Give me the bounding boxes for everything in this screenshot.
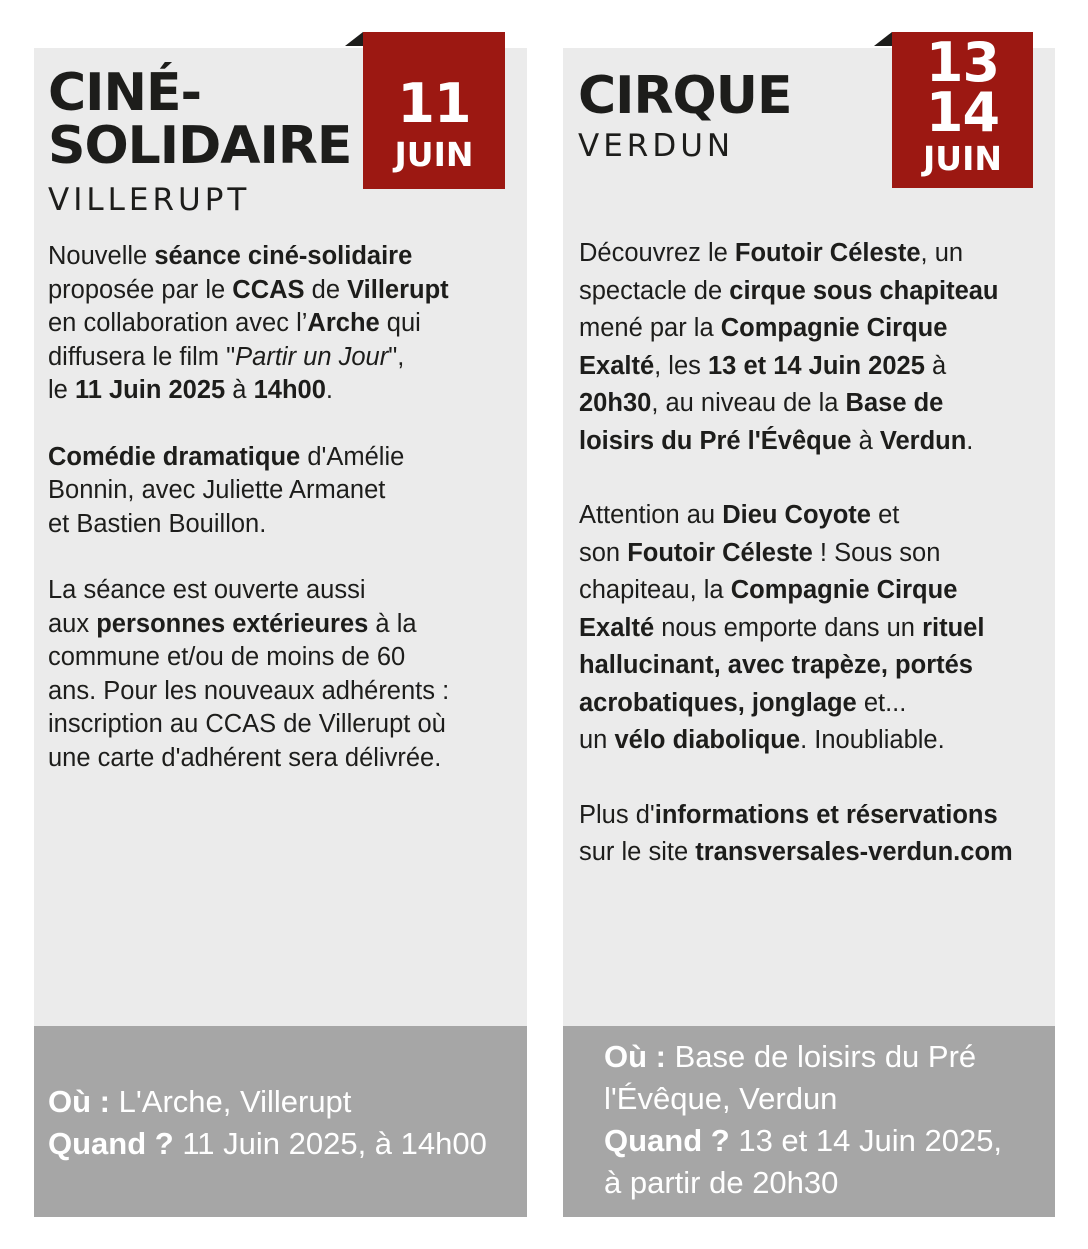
text: d'Amélie: [300, 442, 405, 471]
bold-text: loisirs du Pré l'Évêque: [579, 426, 852, 455]
text: son: [579, 538, 628, 567]
cirque-where: [604, 1036, 1055, 1078]
cine-date-day: 11: [397, 72, 471, 135]
bold-text: Exalté: [579, 351, 655, 380]
text: mené par la: [579, 314, 721, 342]
cirque-date-day-2: 14: [925, 81, 1000, 144]
where-value: L'Arche, Villerupt: [110, 1084, 352, 1119]
text: ! Sous son: [812, 538, 941, 567]
bold-text: Foutoir Céleste: [734, 239, 921, 267]
text: chapiteau, la: [579, 576, 731, 604]
cine-paragraph-2: [48, 441, 518, 542]
text: en collaboration avec l’: [48, 309, 308, 337]
text: Plus d': [579, 800, 655, 829]
text: une carte d'adhérent sera délivrée.: [48, 743, 442, 772]
text: Attention au: [579, 501, 723, 529]
text: .: [325, 376, 333, 404]
when-label: Quand ?: [604, 1123, 730, 1158]
where-value: Base de loisirs du Pré: [666, 1039, 977, 1074]
text: à: [225, 376, 254, 404]
text: et Bastien Bouillon.: [48, 509, 267, 538]
cine-paragraph-3: [48, 574, 518, 775]
bold-text: Verdun: [879, 426, 967, 455]
cirque-when-line2: à partir de 20h30: [604, 1165, 839, 1200]
where-label: Où :: [604, 1039, 666, 1074]
cirque-paragraph-1: [579, 235, 1049, 460]
bold-text: Villerupt: [347, 275, 449, 304]
website-link[interactable]: transversales-verdun.com: [695, 838, 1013, 866]
bold-text: 13 et 14 Juin 2025: [708, 351, 925, 380]
text: sur le site: [579, 838, 696, 866]
bold-text: CCAS: [232, 275, 305, 304]
cine-info-footer: [34, 1026, 527, 1217]
text: commune et/ou de moins de 60: [48, 643, 406, 671]
text: ans. Pour les nouveaux adhérents :: [48, 676, 450, 705]
text: et...: [856, 688, 907, 717]
text: à la: [368, 609, 417, 638]
bold-text: Dieu Coyote: [722, 501, 871, 529]
cirque-paragraph-3: [579, 797, 1049, 872]
bold-text: informations et réservations: [654, 800, 998, 829]
text: , au niveau de la: [651, 389, 846, 417]
bold-text: Comédie dramatique: [48, 442, 301, 471]
bold-text: 20h30: [579, 389, 652, 417]
when-value: 11 Juin 2025, à 14h00: [173, 1126, 487, 1161]
bold-text: Compagnie Cirque: [730, 576, 958, 604]
bold-text: Foutoir Céleste: [627, 538, 813, 567]
text: Découvrez le: [579, 239, 735, 267]
text: diffusera le film ": [48, 342, 236, 371]
when-label: Quand ?: [48, 1126, 174, 1161]
where-label: Où :: [48, 1084, 110, 1119]
cirque-where-line2: l'Évêque, Verdun: [604, 1081, 838, 1116]
cine-date-month: JUIN: [394, 135, 474, 174]
bold-text: Arche: [307, 309, 380, 337]
bold-text: hallucinant, avec trapèze, portés: [579, 651, 973, 679]
text: , les: [654, 351, 708, 380]
when-value: 13 et 14 Juin 2025,: [729, 1123, 1003, 1158]
cine-title-line1: CINÉ-: [48, 63, 202, 123]
text: Bonnin, avec Juliette Armanet: [48, 476, 386, 504]
cirque-when: [604, 1120, 1055, 1162]
bold-text: Base de: [845, 389, 944, 417]
text: inscription au CCAS de Villerupt où: [48, 710, 446, 738]
text: spectacle de: [579, 276, 730, 305]
cine-city: VILLERUPT: [48, 182, 251, 218]
cirque-paragraph-2: [579, 497, 1049, 760]
text: La séance est ouverte aussi: [48, 576, 366, 604]
bold-text: Compagnie Cirque: [720, 314, 948, 342]
cirque-date-month: JUIN: [923, 139, 1002, 178]
cirque-date-day-1: 13: [925, 31, 1000, 94]
text: un: [579, 726, 615, 754]
text: Nouvelle: [48, 242, 155, 270]
cine-title: [48, 63, 352, 176]
cine-where: [48, 1081, 527, 1123]
bold-text: Exalté: [579, 613, 655, 642]
film-title: Partir un Jour: [235, 342, 389, 371]
bold-text: 14h00: [253, 376, 326, 404]
bold-text: rituel: [922, 613, 985, 642]
cirque-description: [579, 235, 1049, 909]
bold-text: acrobatiques, jonglage: [579, 688, 857, 717]
text: proposée par le: [48, 275, 233, 304]
text: de: [304, 275, 348, 304]
cirque-info-footer: [563, 1026, 1055, 1217]
cirque-title: CIRQUE: [578, 66, 792, 126]
cine-when: [48, 1123, 527, 1165]
cirque-date-badge: [892, 32, 1033, 188]
text: à: [924, 351, 947, 380]
text: nous emporte dans un: [654, 613, 923, 642]
text: .: [966, 426, 974, 455]
text: aux: [48, 609, 97, 638]
text: qui: [379, 309, 421, 337]
text: à: [851, 426, 880, 455]
cine-paragraph-1: [48, 240, 518, 408]
text: ",: [388, 342, 405, 371]
text: . Inoubliable.: [800, 726, 945, 754]
text: et: [870, 501, 900, 529]
text: le: [48, 376, 75, 404]
bold-text: 11 Juin 2025: [74, 376, 226, 404]
cine-title-line2: SOLIDAIRE: [48, 116, 352, 176]
bold-text: séance ciné-solidaire: [154, 242, 413, 270]
cine-date-badge: [363, 32, 505, 189]
bold-text: personnes extérieures: [96, 609, 369, 638]
bold-text: vélo diabolique: [614, 726, 801, 754]
cine-description: [48, 240, 518, 808]
text: , un: [920, 239, 964, 267]
bold-text: cirque sous chapiteau: [729, 276, 999, 305]
cirque-city: VERDUN: [578, 128, 735, 164]
